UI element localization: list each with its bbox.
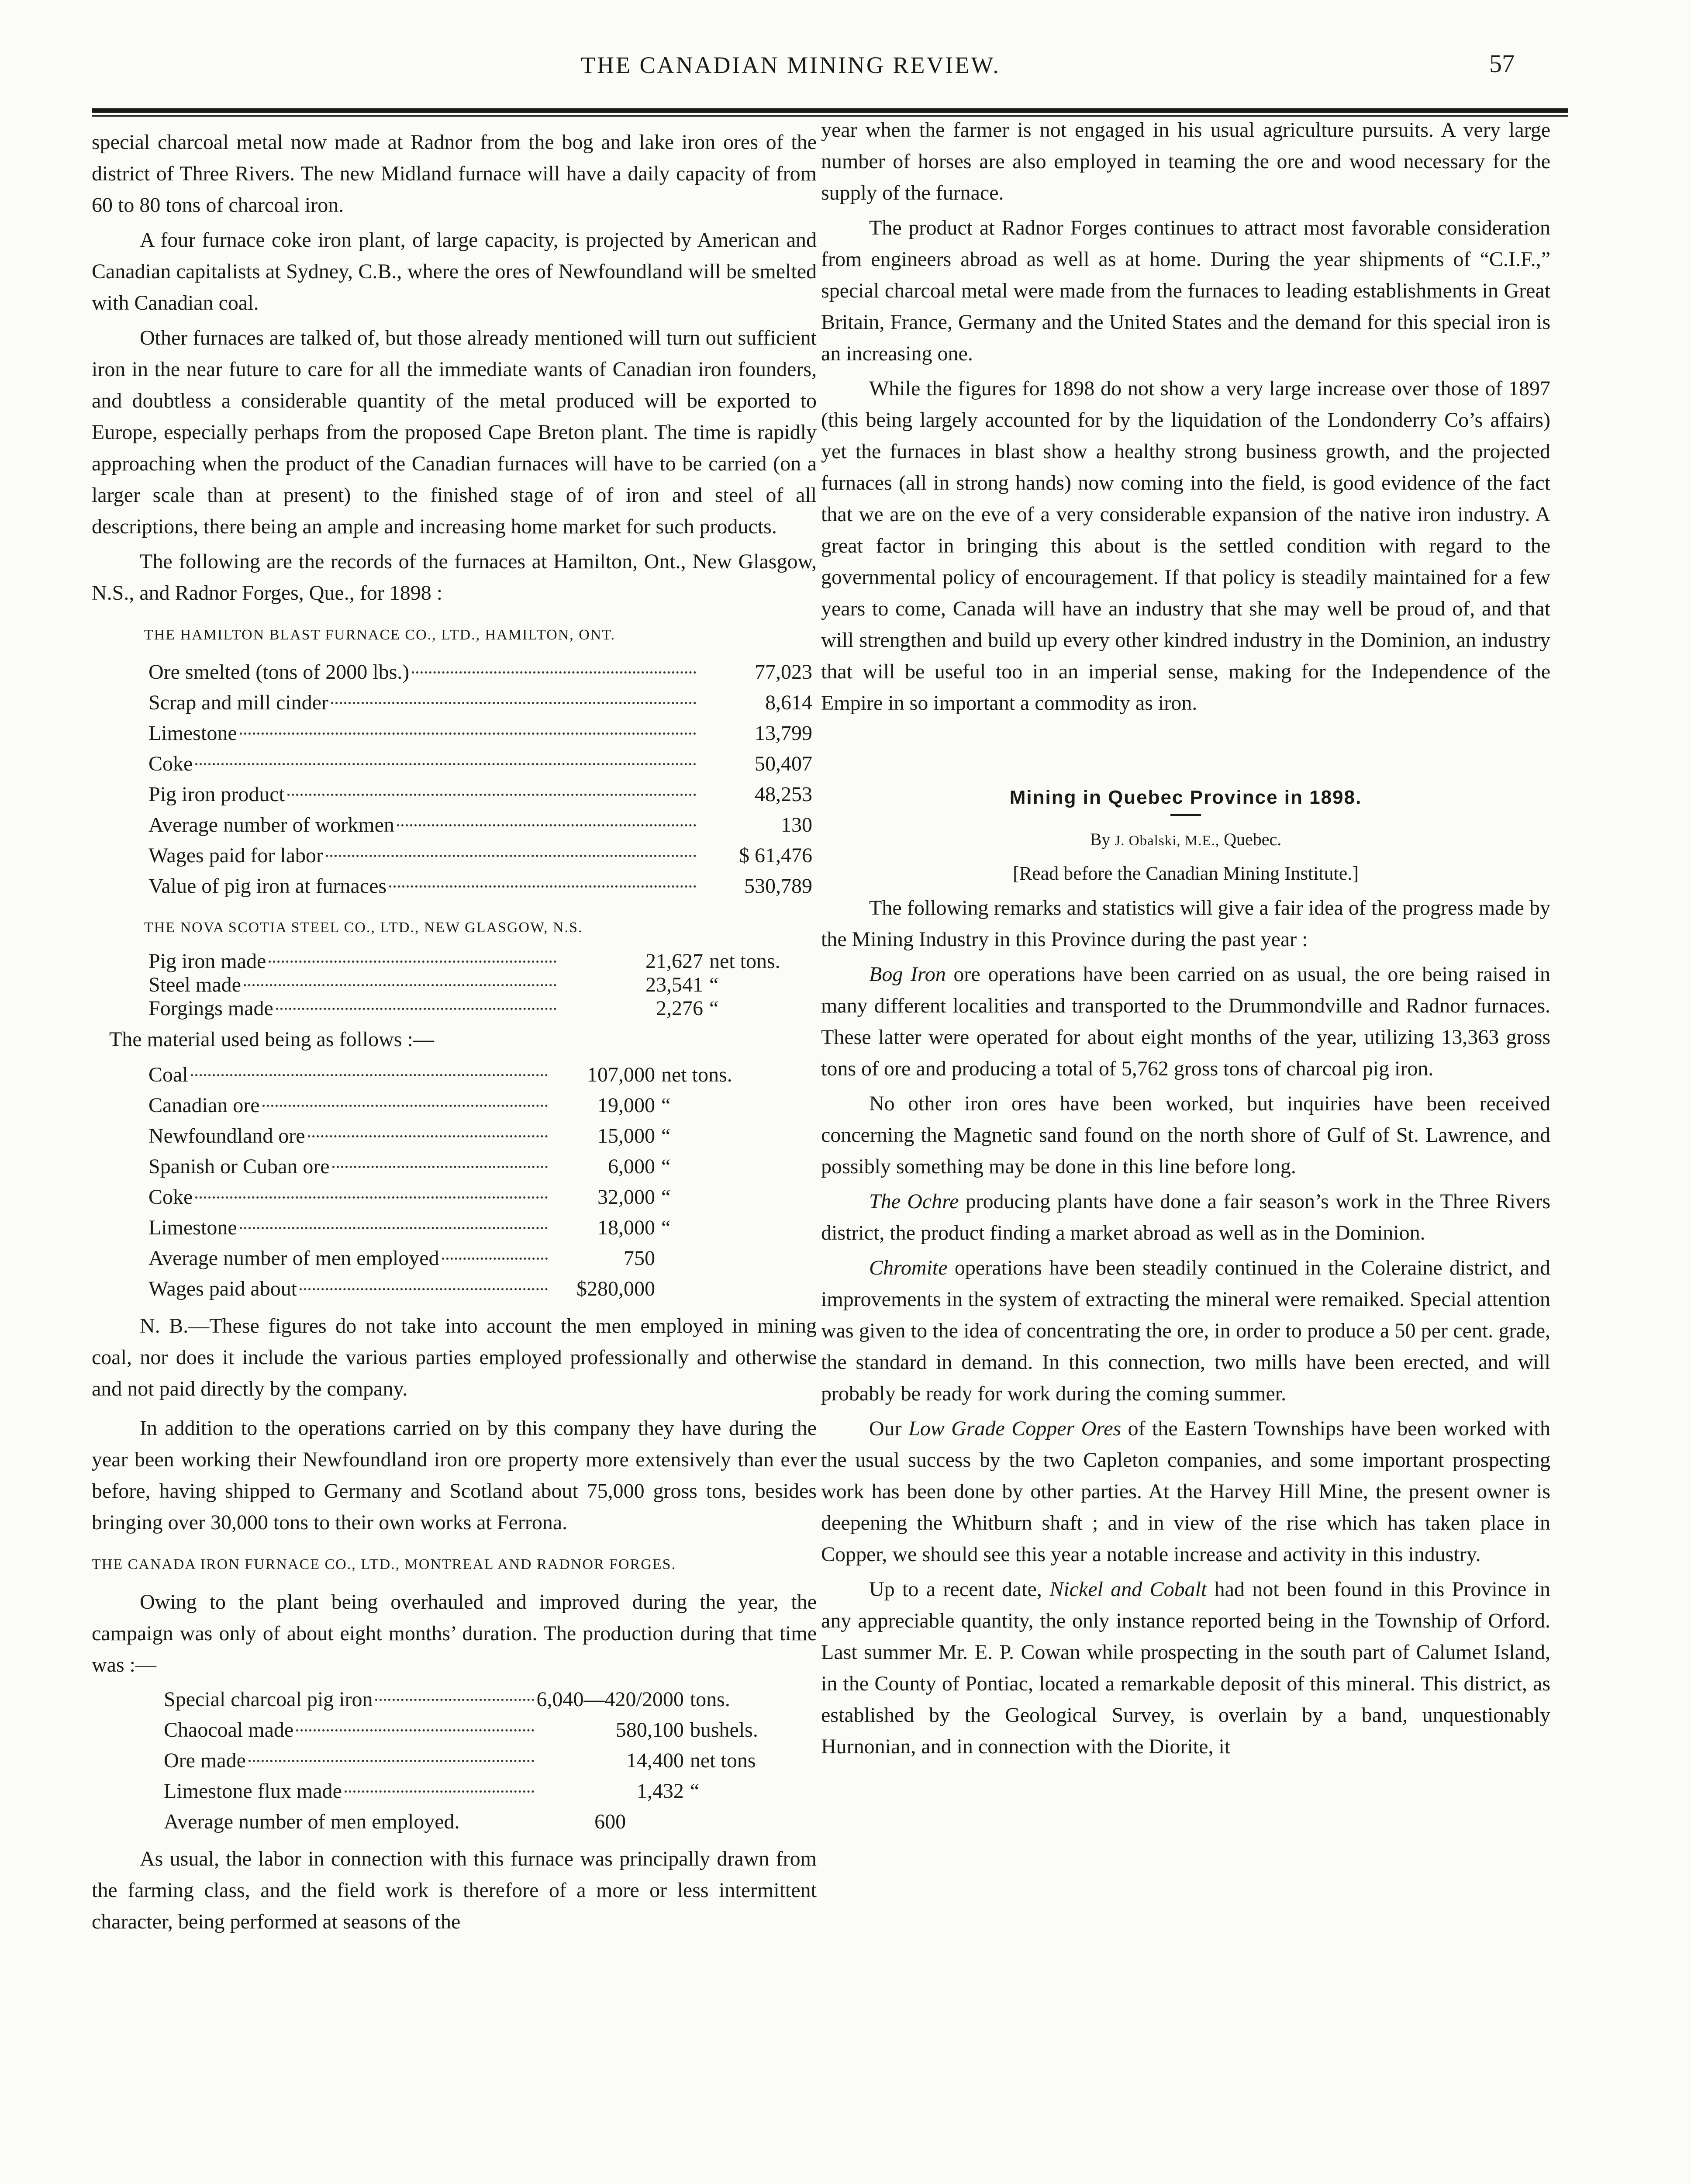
paragraph: year when the farmer is not engaged in his usual agriculture pursuits. A very large number of horses are also employed in teaming the ore and wood necessary for the supply of the furnace. <box>821 118 1550 204</box>
italic-lead: Low Grade Copper Ores <box>908 1417 1122 1440</box>
running-header: THE CANADIAN MINING REVIEW. <box>581 52 1001 78</box>
row-unit: “ <box>661 1094 671 1117</box>
table-row <box>148 1213 749 1243</box>
paragraph <box>821 1413 1550 1570</box>
title-divider <box>1170 814 1201 816</box>
row-unit: “ <box>661 1124 671 1147</box>
row-value: $280,000 <box>576 1277 655 1300</box>
byline <box>821 826 1550 855</box>
header-rule-thick <box>92 108 1568 113</box>
row-unit: “ <box>661 1216 671 1239</box>
paragraph: No other iron ores have been worked, but inquiries have been received concerning the Magnetic sand found on the north shore of Gulf of St. Lawrence, and possibly something may be done in this line before long. <box>821 1092 1550 1178</box>
paragraph-text: producing plants have done a fair season’s work in the Three Rivers district, the product finding a market abroad as well as in the Dominion. <box>821 1190 1551 1244</box>
nova-scotia-output-table <box>148 950 814 1020</box>
row-label: Average number of workmen <box>148 813 394 836</box>
paragraph: Other furnaces are talked of, but those already mentioned will turn out sufficient iron in the near future to care for all the immediate wants of Canadian iron founders, and doubtless a considerable quantity of the metal produced will be exported to Europe, especially perhaps from the proposed Cape Breton plant. The time is rapidly approaching when the product of the Canadian furnaces will have to be carried (on a larger scale than at present) to the finished stage of of iron and steel of all descriptions, there being an ample and increasing home market for such products. <box>92 326 817 538</box>
row-unit: net tons <box>690 1749 756 1772</box>
row-value: 15,000 <box>597 1124 655 1147</box>
paragraph: A four furnace coke iron plant, of large capacity, is projected by American and Canadian capitalists at Sydney, C.B., where the ores of Newfoundland will be smelted with Canadian coal. <box>92 228 817 314</box>
row-label: Pig iron product <box>148 783 285 806</box>
row-unit: net tons. <box>709 950 780 973</box>
table-row <box>148 1060 749 1090</box>
row-unit: tons. <box>690 1688 730 1711</box>
row-value: 18,000 <box>597 1216 655 1239</box>
row-unit: bushels. <box>690 1718 758 1742</box>
row-value: 48,253 <box>755 783 812 806</box>
italic-lead: Nickel and Cobalt <box>1049 1578 1207 1601</box>
row-label: Spanish or Cuban ore <box>148 1155 330 1178</box>
row-unit: “ <box>709 997 719 1020</box>
row-label: Limestone <box>148 1216 237 1239</box>
row-label: Average number of men employed <box>148 1247 439 1270</box>
row-value: $ 61,476 <box>739 844 812 867</box>
byline-author: J. Obalski, M.E., <box>1115 833 1220 849</box>
row-unit: “ <box>661 1155 671 1178</box>
row-value: 13,799 <box>755 722 812 745</box>
row-label: Scrap and mill cinder <box>148 691 328 714</box>
row-value: 19,000 <box>597 1094 655 1117</box>
row-label: Steel made <box>148 973 241 996</box>
table-row <box>148 840 812 871</box>
table-row <box>148 1151 749 1182</box>
table-row <box>164 1684 817 1715</box>
row-label: Coal <box>148 1063 188 1086</box>
row-label: Value of pig iron at furnaces <box>148 874 387 898</box>
table-row <box>164 1776 817 1807</box>
row-label: Chaocoal made <box>164 1718 294 1742</box>
table-row <box>148 997 814 1020</box>
italic-lead: The Ochre <box>869 1190 959 1213</box>
paragraph: Owing to the plant being overhauled and improved during the year, the campaign was only of about eight months’ duration. The production during that time was :— <box>92 1590 817 1676</box>
table-row <box>148 871 812 902</box>
row-value: 107,000 <box>587 1063 655 1086</box>
paragraph: As usual, the labor in connection with this furnace was principally drawn from the farming class, and the field work is therefore of a more or less intermittent character, being performed at seasons of the <box>92 1847 817 1933</box>
row-value: 600 <box>594 1810 626 1833</box>
canada-iron-production-table <box>164 1684 817 1837</box>
row-value: 50,407 <box>755 752 812 775</box>
italic-lead: Bog Iron <box>869 963 946 986</box>
row-value: 32,000 <box>597 1185 655 1209</box>
paragraph: The product at Radnor Forges continues to attract most favorable consideration from engineers abroad as well as at home. During the year shipments of “C.I.F.,” special charcoal metal were made from the furnaces to leading establishments in Great Britain, France, Germany and the United States and the demand for this special iron is an increasing one. <box>821 216 1550 365</box>
hamilton-records-table <box>148 657 812 902</box>
table-row <box>164 1807 817 1837</box>
row-label: Wages paid about <box>148 1277 297 1300</box>
table-row <box>148 950 814 973</box>
byline-by: By <box>1090 829 1111 849</box>
article-title: Mining in Quebec Province in 1898. <box>1009 787 1362 808</box>
row-value: 21,627 <box>645 950 703 973</box>
row-label: Limestone <box>148 722 237 745</box>
row-unit <box>655 1243 749 1274</box>
hamilton-table-heading: THE HAMILTON BLAST FURNACE CO., LTD., HAMILTON, ONT. <box>144 627 616 643</box>
table-row <box>164 1715 817 1745</box>
paragraph-text: ore operations have been carried on as usual, the ore being raised in many different localities and transported to the Drummondville and Radnor furnaces. These latter were operated for about eight months of the year, utilizing 13,363 gross tons of ore and producing a total of 5,762 gross tons of charcoal pig iron. <box>821 963 1550 1080</box>
row-label: Canadian ore <box>148 1094 260 1117</box>
paragraph: While the figures for 1898 do not show a very large increase over those of 1897 (this being largely accounted for by the liquidation of the Londonderry Co’s affairs) yet the furnaces in blast show a healthy strong business growth, and the projected furnaces (all in strong hands) now coming into the field, is good evidence of the fact that we are on the eve of a very considerable expansion of the native iron industry. A great factor in bringing this about is the settled condition with regard to the governmental policy of encouragement. If that policy is steadily maintained for a few years to come, Canada will have an industry that she may well be proud of, and that will strengthen and build up every other kindred industry in the Dominion, an industry that will be useful too in an imperial sense, making for the Independence of the Empire in so important a commodity as iron. <box>821 377 1550 715</box>
byline-place: Quebec. <box>1224 829 1282 849</box>
article-note: [Read before the Canadian Mining Institute.] <box>1013 863 1359 884</box>
table-row <box>164 1745 817 1776</box>
row-label: Special charcoal pig iron <box>164 1688 373 1711</box>
paragraph: The following are the records of the furnaces at Hamilton, Ont., New Glasgow, N.S., and Radnor Forges, Que., for 1898 : <box>92 550 817 605</box>
table-row <box>148 810 812 840</box>
row-label: Forgings made <box>148 997 273 1020</box>
row-unit: “ <box>709 973 719 996</box>
paragraph <box>821 959 1550 1085</box>
row-label: Coke <box>148 752 193 775</box>
paragraph-text: Our <box>869 1417 909 1440</box>
row-label: Coke <box>148 1185 193 1209</box>
table-row <box>148 1090 749 1121</box>
row-unit <box>684 1807 817 1837</box>
paragraph: N. B.—These figures do not take into account the men employed in mining coal, nor does it include the various parties employed professionally and otherwise and not paid directly by the company. <box>92 1314 817 1400</box>
table-row <box>148 688 812 718</box>
table-row <box>148 779 812 810</box>
nova-scotia-materials-table <box>148 1060 749 1304</box>
right-column <box>821 114 1550 1766</box>
table-row <box>148 1121 749 1151</box>
paragraph-text: of the Eastern Townships have been worked with the usual success by the two Capleton companies, and some important prospecting work has been done by other parties. At the Harvey Hill Mine, the present owner is deepening the Whitburn shaft ; and in view of the rise which has taken place in Copper, we should see this year a notable increase and activity in this industry. <box>821 1417 1550 1566</box>
row-label: Wages paid for labor <box>148 844 323 867</box>
row-label: Newfoundland ore <box>148 1124 305 1147</box>
paragraph: The following remarks and statistics will give a fair idea of the progress made by the Mining Industry in this Province during the past year : <box>821 896 1550 951</box>
table-row <box>148 657 812 688</box>
paragraph <box>821 1574 1550 1762</box>
row-unit: “ <box>661 1185 671 1209</box>
page-number: 57 <box>1489 49 1515 78</box>
paragraph-text: had not been found in this Province in any appreciable quantity, the only instance reported being in the Township of Orford. Last summer Mr. E. P. Cowan while prospecting in the south part of Calumet Island, in the County of Pontiac, located a remarkable deposit of this mineral. This district, as established by the Geological Survey, is overlain by a band, unquestionably Hurnonian, and in connection with the Diorite, it <box>821 1578 1550 1758</box>
row-label: Ore made <box>164 1749 246 1772</box>
row-label: Average number of men employed. <box>164 1810 460 1833</box>
canada-iron-table-heading: THE CANADA IRON FURNACE CO., LTD., MONTREAL AND RADNOR FORGES. <box>92 1556 676 1572</box>
row-value: 14,400 <box>626 1749 684 1772</box>
paragraph <box>821 1252 1550 1410</box>
row-value: 130 <box>781 813 812 836</box>
row-value: 23,541 <box>645 973 703 996</box>
table-row <box>148 1274 749 1304</box>
paragraph: special charcoal metal now made at Radnor from the bog and lake iron ores of the district of Three Rivers. The new Midland furnace will have a daily capacity of from 60 to 80 tons of charcoal iron. <box>92 131 817 217</box>
row-value: 6,040—420/2000 <box>536 1688 684 1711</box>
paragraph: In addition to the operations carried on by this company they have during the year been working their Newfoundland iron ore property more extensively than ever before, having shipped to Germany and Scotland about 75,000 gross tons, besides bringing over 30,000 tons to their own works at Ferrona. <box>92 1417 817 1534</box>
table-row <box>148 1243 749 1274</box>
row-unit: net tons. <box>661 1063 732 1086</box>
materials-intro: The material used being as follows :— <box>109 1028 434 1051</box>
row-unit <box>655 1274 749 1304</box>
row-value: 77,023 <box>755 660 812 684</box>
paragraph-text: Up to a recent date, <box>869 1578 1050 1601</box>
row-value: 750 <box>624 1247 655 1270</box>
row-label: Pig iron made <box>148 950 266 973</box>
table-row <box>148 718 812 749</box>
row-label: Ore smelted (tons of 2000 lbs.) <box>148 660 410 684</box>
nova-scotia-table-heading: THE NOVA SCOTIA STEEL CO., LTD., NEW GLASGOW, N.S. <box>144 919 583 936</box>
table-row <box>148 1182 749 1213</box>
left-column <box>92 127 817 1941</box>
table-row <box>148 749 812 779</box>
row-value: 580,100 <box>615 1718 684 1742</box>
italic-lead: Chromite <box>869 1256 948 1279</box>
row-value: 1,432 <box>636 1780 684 1803</box>
paragraph <box>821 1186 1550 1249</box>
table-row <box>148 973 814 997</box>
row-value: 2,276 <box>656 997 703 1020</box>
row-value: 8,614 <box>765 691 812 714</box>
paragraph-text: operations have been steadily continued in the Coleraine district, and improvements in the system of extracting the mineral were remaiked. Special attention was given to the idea of concentrating the ore, in order to produce a 50 per cent. grade, the standard in demand. In this connection, two mills have been erected, and will probably be ready for work during the coming summer. <box>821 1256 1550 1405</box>
row-value: 530,789 <box>744 874 812 898</box>
row-value: 6,000 <box>608 1155 655 1178</box>
row-unit: “ <box>690 1780 700 1803</box>
row-label: Limestone flux made <box>164 1780 342 1803</box>
